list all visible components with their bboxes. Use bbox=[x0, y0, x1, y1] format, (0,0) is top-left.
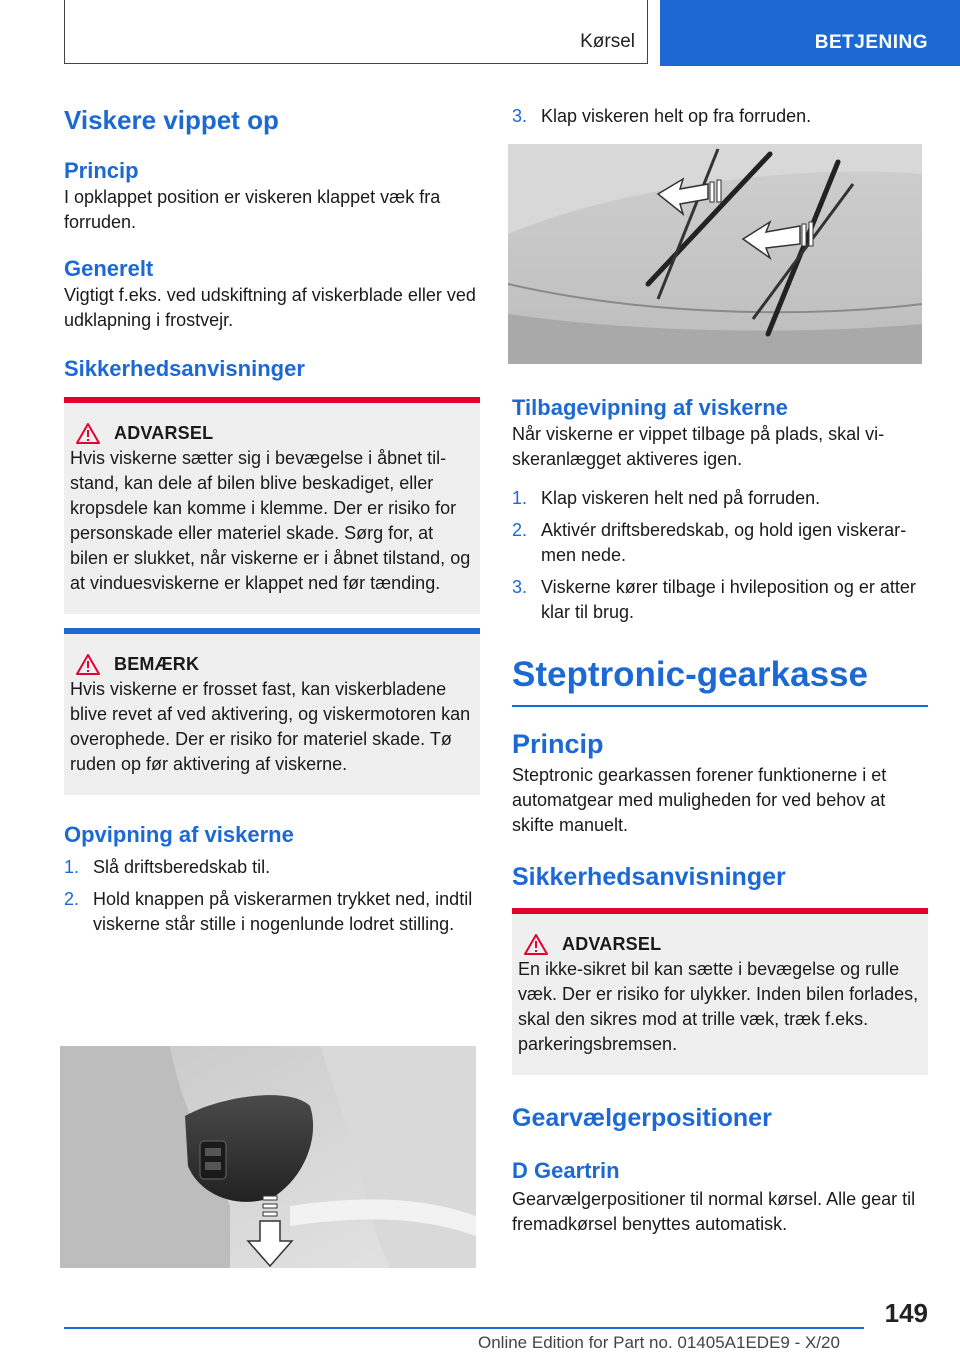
list-item: 1. Klap viskeren helt ned på forruden. bbox=[512, 488, 821, 508]
notice-text: Hvis viskerne er frosset fast, kan viskerbladene blive revet af ved aktivering, og viskermotoren kan overophede. Der er risiko for materiel skade. Tø ruden op før aktivering af viskerne. bbox=[70, 679, 471, 774]
warning-triangle-icon bbox=[524, 934, 548, 955]
fold-back-heading: Tilbagevipning af viskerne bbox=[512, 395, 788, 420]
steptronic-warning-title: ADVARSEL bbox=[562, 934, 662, 954]
general-heading: Generelt bbox=[64, 256, 154, 281]
windscreen-wipers-photo bbox=[508, 144, 922, 364]
footer-edition: Online Edition for Part no. 01405A1EDE9 - X/20 bbox=[478, 1333, 840, 1352]
header-section-tab bbox=[660, 0, 960, 66]
unfold-heading: Opvipning af viskerne bbox=[64, 822, 294, 847]
list-item: 3. Klap viskeren helt op fra forruden. bbox=[512, 106, 812, 126]
notice-triangle-icon bbox=[76, 654, 100, 675]
warning-title: ADVARSEL bbox=[114, 423, 214, 443]
right-column bbox=[512, 98, 928, 136]
section-label: BETJENING bbox=[814, 32, 928, 53]
fold-back-text: Når viskerne er vippet tilbage på plads, skal viskeranlægget aktiveres igen. bbox=[512, 424, 885, 469]
steptronic-warning-box bbox=[512, 908, 928, 1075]
warning-text: Hvis viskerne sætter sig i bevægelse i åbnet tilstand, kan dele af bilen blive beskadiget, eller kropsdele kan komme i klemme. Der er risiko for personskade eller materiel skade. Sørg for, at bilen er slukket, når viskerne er i åbnet tilstand, og at vinduesviskerne er klappet ned før tænding. bbox=[70, 448, 471, 593]
header-chapter-box bbox=[64, 0, 648, 64]
steptronic-principle-heading: Princip bbox=[512, 729, 604, 759]
title-underline bbox=[512, 705, 928, 707]
list-item: 1. Slå driftsberedskab til. bbox=[64, 857, 271, 877]
notice-box bbox=[64, 628, 480, 795]
unfold-step-3 bbox=[512, 104, 928, 129]
list-item: 2. Hold knappen på viskerarmen trykket ned, indtil viskerne står stille i nogenlunde lodret stilling. bbox=[64, 889, 473, 934]
steptronic-warning-text: En ikke-sikret bil kan sætte i bevægelse og rulle væk. Der er risiko for ulykker. Inden bilen forlades, skal den sikres mod at trille væk, træk f.eks. parkeringsbremsen. bbox=[518, 959, 919, 1054]
safety-heading: Sikkerhedsanvisninger bbox=[64, 356, 305, 381]
steptronic-safety-heading: Sikkerhedsanvisninger bbox=[512, 863, 786, 891]
chapter-label: Kørsel bbox=[580, 31, 635, 52]
general-text: Vigtigt f.eks. ved udskiftning af viskerblade eller ved udklapning i frostvejr. bbox=[64, 285, 476, 330]
warning-box bbox=[64, 397, 480, 614]
list-item: 2. Aktivér driftsberedskab, og hold igen viskerarmen nede. bbox=[512, 520, 907, 565]
right-column-lower bbox=[512, 394, 928, 1237]
fold-back-steps bbox=[512, 486, 928, 625]
d-gear-heading: D Geartrin bbox=[512, 1158, 620, 1183]
notice-title: BEMÆRK bbox=[114, 654, 200, 674]
positions-heading: Gearvælgerpositioner bbox=[512, 1104, 772, 1132]
steptronic-principle-text: Steptronic gearkassen forener funktionerne i et automatgear med muligheden for ved behov at skifte manuelt. bbox=[512, 765, 887, 835]
wiper-arm-photo bbox=[60, 1046, 476, 1268]
footer-rule bbox=[64, 1327, 864, 1329]
principle-heading: Princip bbox=[64, 158, 139, 183]
d-gear-text: Gearvælgerpositioner til normal kørsel. Alle gear til fremadkørsel benyttes automatisk. bbox=[512, 1189, 916, 1234]
page-number: 149 bbox=[884, 1298, 928, 1328]
warning-triangle-icon bbox=[76, 423, 100, 444]
wiper-title: Viskere vippet op bbox=[64, 105, 279, 135]
unfold-steps bbox=[64, 855, 480, 937]
left-column bbox=[64, 98, 480, 944]
list-item: 3. Viskerne kører tilbage i hvileposition og er atter klar til brug. bbox=[512, 577, 916, 622]
principle-text: I opklappet position er viskeren klappet væk fra forruden. bbox=[64, 187, 441, 232]
steptronic-title: Steptronic-gearkasse bbox=[512, 655, 868, 694]
